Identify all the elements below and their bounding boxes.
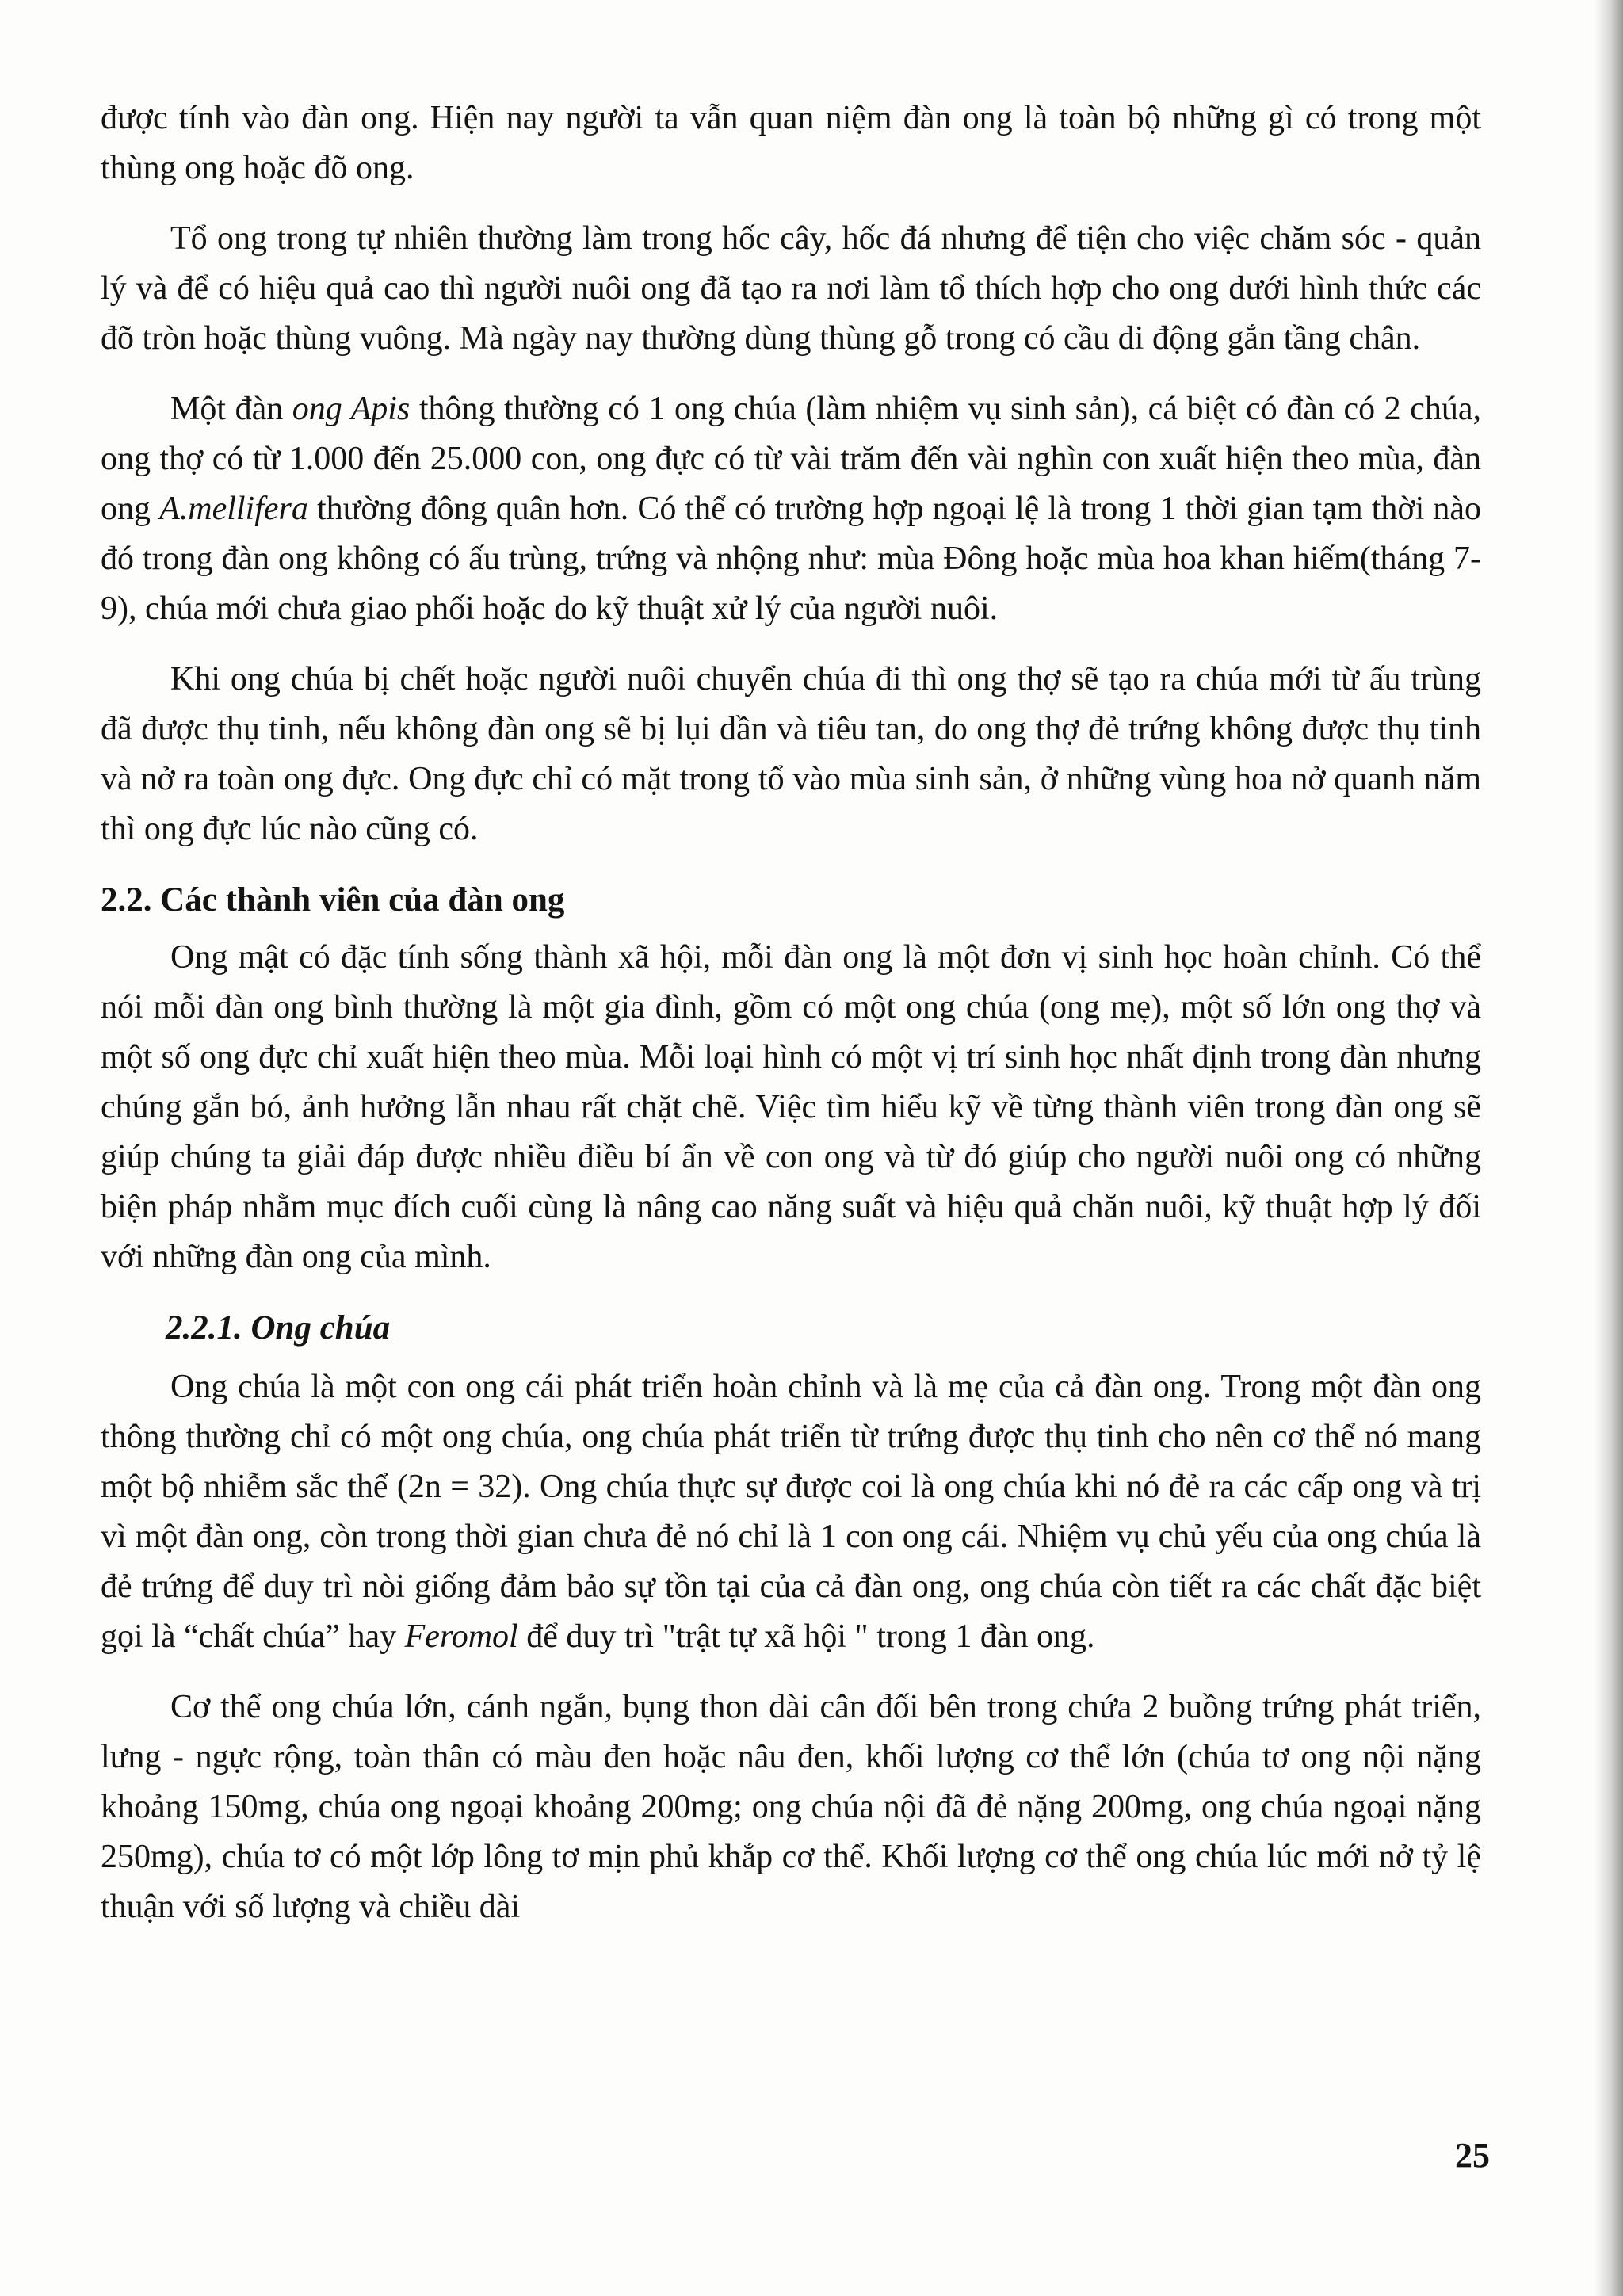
paragraph-text-segment: để duy trì "trật tự xã hội " trong 1 đàn ong.	[517, 1618, 1095, 1655]
italic-term-feromol: Feromol	[404, 1618, 518, 1655]
paragraph-text-segment: Ong chúa là một con ong cái phát triển hoàn chỉnh và là mẹ của cả đàn ong. Trong một đàn ong thông thường chỉ có một ong chúa, ong chúa phát triển từ trứng được thụ tinh cho nên cơ thể nó mang một bộ nhiễm sắc thể (2n = 32). Ong chúa thực sự được coi là ong chúa khi nó đẻ ra các cấp ong và trị vì một đàn ong, còn trong thời gian chưa đẻ nó chỉ là 1 con ong cái. Nhiệm vụ chủ yếu của ong chúa là đẻ trứng để duy trì nòi giống đảm bảo sự tồn tại của cả đàn ong, ong chúa còn tiết ra các chất đặc biệt gọi là “chất chúa” hay	[101, 1369, 1481, 1655]
paragraph-continuation: được tính vào đàn ong. Hiện nay người ta vẫn quan niệm đàn ong là toàn bộ những gì có trong một thùng ong hoặc đõ ong.	[101, 100, 1481, 186]
paragraph-hive-structure: Tổ ong trong tự nhiên thường làm trong hốc cây, hốc đá nhưng để tiện cho việc chăm sóc - quản lý và để có hiệu quả cao thì người nuôi ong đã tạo ra nơi làm tổ thích hợp cho ong dưới hình thức các đõ tròn hoặc thùng vuông. Mà ngày nay thường dùng thùng gỗ trong có cầu di động gắn tầng chân.	[101, 220, 1481, 357]
paragraph-text-segment: thông thường có 1 ong chúa (làm nhiệm vụ sinh sản), cá biệt có đàn có 2 chúa, ong thợ có từ 1.000 đến 25.000 con, ong đực có từ vài trăm đến vài nghìn con xuất hiện theo mùa, đàn ong	[101, 391, 1482, 527]
italic-species-apis: ong Apis	[292, 391, 411, 427]
page-number: 25	[1455, 2136, 1490, 2175]
paragraph-colony-composition	[101, 384, 1481, 634]
paragraph-queen-loss: Khi ong chúa bị chết hoặc người nuôi chuyển chúa đi thì ong thợ sẽ tạo ra chúa mới từ ấu trùng đã được thụ tinh, nếu không đàn ong sẽ bị lụi dần và tiêu tan, do ong thợ đẻ trứng không được thụ tinh và nở ra toàn ong đực. Ong đực chỉ có mặt trong tổ vào mùa sinh sản, ở những vùng hoa nở quanh năm thì ong đực lúc nào cũng có.	[101, 661, 1481, 847]
paragraph-queen-body: Cơ thể ong chúa lớn, cánh ngắn, bụng thon dài cân đối bên trong chứa 2 buồng trứng phát triển, lưng - ngực rộng, toàn thân có màu đen hoặc nâu đen, khối lượng cơ thể lớn (chúa tơ ong nội nặng khoảng 150mg, chúa ong ngoại khoảng 200mg; ong chúa nội đã đẻ nặng 200mg, ong chúa ngoại nặng 250mg), chúa tơ có một lớp lông tơ mịn phủ khắp cơ thể. Khối lượng cơ thể ong chúa lúc mới nở tỷ lệ thuận với số lượng và chiều dài	[101, 1689, 1481, 1925]
scan-edge-shadow	[1594, 0, 1623, 2296]
subsection-heading: 2.2.1. Ong chúa	[166, 1309, 391, 1347]
italic-species-mellifera: A.mellifera	[159, 491, 308, 527]
paragraph-text-segment: Một đàn	[170, 391, 292, 427]
page-body	[101, 94, 1481, 1953]
paragraph-text-segment: thường đông quân hơn. Có thể có trường hợp ngoại lệ là trong 1 thời gian tạm thời nào đó trong đàn ong không có ấu trùng, trứng và nhộng như: mùa Đông hoặc mùa hoa khan hiếm(tháng 7- 9), chúa mới chưa giao phối hoặc do kỹ thuật xử lý của người nuôi.	[101, 491, 1481, 627]
section-heading: 2.2. Các thành viên của đàn ong	[101, 881, 565, 919]
paragraph-colony-members: Ong mật có đặc tính sống thành xã hội, mỗi đàn ong là một đơn vị sinh học hoàn chỉnh. Có thể nói mỗi đàn ong bình thường là một gia đình, gồm có một ong chúa (ong mẹ), một số lớn ong thợ và một số ong đực chỉ xuất hiện theo mùa. Mỗi loại hình có một vị trí sinh học nhất định trong đàn nhưng chúng gắn bó, ảnh hưởng lẫn nhau rất chặt chẽ. Việc tìm hiểu kỹ về từng thành viên trong đàn ong sẽ giúp chúng ta giải đáp được nhiều điều bí ẩn về con ong và từ đó giúp cho người nuôi ong có những biện pháp nhằm mục đích cuối cùng là nâng cao năng suất và hiệu quả chăn nuôi, kỹ thuật hợp lý đối với những đàn ong của mình.	[101, 939, 1481, 1275]
paragraph-queen-role	[101, 1362, 1481, 1662]
